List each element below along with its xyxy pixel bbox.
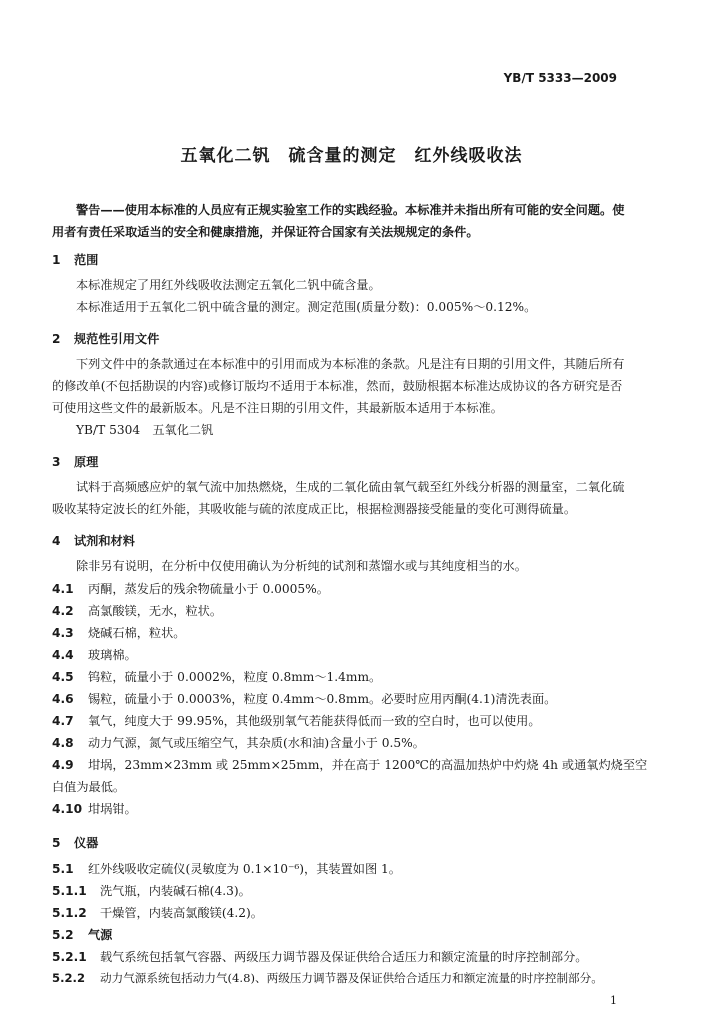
section-4-intro: 除非另有说明，在分析中仅使用确认为分析纯的试剂和蒸馏水或与其纯度相当的水。 (76, 559, 527, 573)
item-number: 5.2 (52, 928, 74, 942)
item-number: 4.5 (52, 670, 74, 684)
item-text: 洗气瓶，内装碱石棉(4.3)。 (100, 884, 251, 898)
list-item (52, 580, 632, 597)
section-title: 范围 (74, 253, 99, 267)
section-title: 仪器 (74, 836, 99, 850)
section-number: 1 (52, 253, 61, 267)
list-item (52, 904, 632, 921)
list-item (52, 734, 632, 751)
item-number: 4.6 (52, 692, 74, 706)
section-title: 原理 (74, 455, 99, 469)
item-text: 钨粒，硫量小于 0.0002%，粒度 0.8mm～1.4mm。 (88, 670, 382, 684)
item-text: 坩埚钳。 (88, 802, 137, 816)
item-text: 动力气源系统包括动力气(4.8)、两级压力调节器及保证供给合适压力和额定流量的时序控制部分。 (100, 971, 603, 985)
item-number: 4.9 (52, 758, 74, 772)
section-2-reference: YB/T 5304 五氧化二钒 (76, 423, 214, 437)
section-3-heading (52, 453, 98, 470)
list-item (52, 690, 632, 707)
item-text: 玻璃棉。 (88, 648, 137, 662)
document-title: 五氧化二钒 硫含量的测定 红外线吸收法 (180, 146, 523, 166)
warning-paragraph: 警告——使用本标准的人员应有正规实验室工作的实践经验。本标准并未指出所有可能的安全问题。使用者有责任采取适当的安全和健康措施，并保证符合国家有关法规规定的条件。 (52, 203, 625, 239)
list-item (52, 948, 632, 965)
section-1-paragraph-2: 本标准适用于五氧化二钒中硫含量的测定。测定范围(质量分数)：0.005%～0.12%。 (76, 300, 537, 314)
item-text: 气源 (88, 928, 113, 942)
list-item (52, 926, 632, 943)
section-3-paragraph-1: 试料于高频感应炉的氧气流中加热燃烧，生成的二氧化硫由氧气载至红外线分析器的测量室，二氧化硫吸收某特定波长的红外能，其吸收能与硫的浓度成正比，根据检测器接受能量的变化可测得硫量。 (52, 480, 625, 516)
list-item (52, 624, 632, 641)
item-text: 干燥管，内装高氯酸镁(4.2)。 (100, 906, 263, 920)
section-number: 2 (52, 332, 61, 346)
section-number: 5 (52, 836, 61, 850)
list-item (52, 800, 632, 817)
section-5-heading (52, 834, 98, 851)
item-text: 载气系统包括氧气容器、两级压力调节器及保证供给合适压力和额定流量的时序控制部分。 (100, 950, 588, 964)
item-text: 锡粒，硫量小于 0.0003%，粒度 0.4mm～0.8mm。必要时应用丙酮(4.1)清洗表面。 (88, 692, 557, 706)
item-number: 5.2.2 (52, 971, 86, 985)
item-number: 5.2.1 (52, 950, 87, 964)
item-text: 烧碱石棉，粒状。 (88, 626, 186, 640)
page-number: 1 (610, 994, 617, 1007)
item-number: 4.3 (52, 626, 74, 640)
item-number: 4.2 (52, 604, 74, 618)
list-item (52, 602, 632, 619)
list-item-continuation: 白值为最低。 (52, 780, 126, 794)
list-item (52, 646, 632, 663)
item-number: 4.7 (52, 714, 74, 728)
item-number: 4.1 (52, 582, 74, 596)
item-text: 红外线吸收定硫仪(灵敏度为 0.1×10⁻⁶)，其装置如图 1。 (88, 862, 401, 876)
list-item (52, 668, 632, 685)
section-number: 4 (52, 534, 61, 548)
item-number: 4.10 (52, 802, 83, 816)
item-text: 氧气，纯度大于 99.95%，其他级别氧气若能获得低而一致的空白时，也可以使用。 (88, 714, 541, 728)
list-item (52, 712, 632, 729)
section-4-heading (52, 532, 135, 549)
item-text: 坩埚，23mm×23mm 或 25mm×25mm，并在高于 1200℃的高温加热炉中灼烧 4h 或通氧灼烧至空 (88, 758, 648, 772)
list-item (52, 860, 632, 877)
item-number: 5.1 (52, 862, 74, 876)
list-item (52, 756, 648, 773)
standard-code: YB/T 5333—2009 (503, 71, 617, 85)
item-text: 高氯酸镁，无水，粒状。 (88, 604, 223, 618)
section-title: 规范性引用文件 (74, 332, 160, 346)
list-item (52, 970, 632, 986)
item-text: 动力气源，氮气或压缩空气，其杂质(水和油)含量小于 0.5%。 (88, 736, 425, 750)
item-number: 4.4 (52, 648, 74, 662)
list-item (52, 882, 632, 899)
section-number: 3 (52, 455, 61, 469)
item-text: 丙酮，蒸发后的残余物硫量小于 0.0005%。 (88, 582, 329, 596)
section-2-paragraph-1: 下列文件中的条款通过在本标准中的引用而成为本标准的条款。凡是注有日期的引用文件，其随后所有的修改单(不包括勘误的内容)或修订版均不适用于本标准，然而，鼓励根据本标准达成协议的各方研究是否可使用这些文件的最新版本。凡是不注日期的引用文件，其最新版本适用于本标准。 (52, 357, 625, 415)
item-number: 4.8 (52, 736, 74, 750)
item-number: 5.1.2 (52, 906, 87, 920)
section-1-heading (52, 251, 98, 268)
section-1-paragraph-1: 本标准规定了用红外线吸收法测定五氧化二钒中硫含量。 (76, 278, 381, 292)
section-2-heading (52, 330, 159, 347)
item-number: 5.1.1 (52, 884, 87, 898)
section-title: 试剂和材料 (74, 534, 135, 548)
